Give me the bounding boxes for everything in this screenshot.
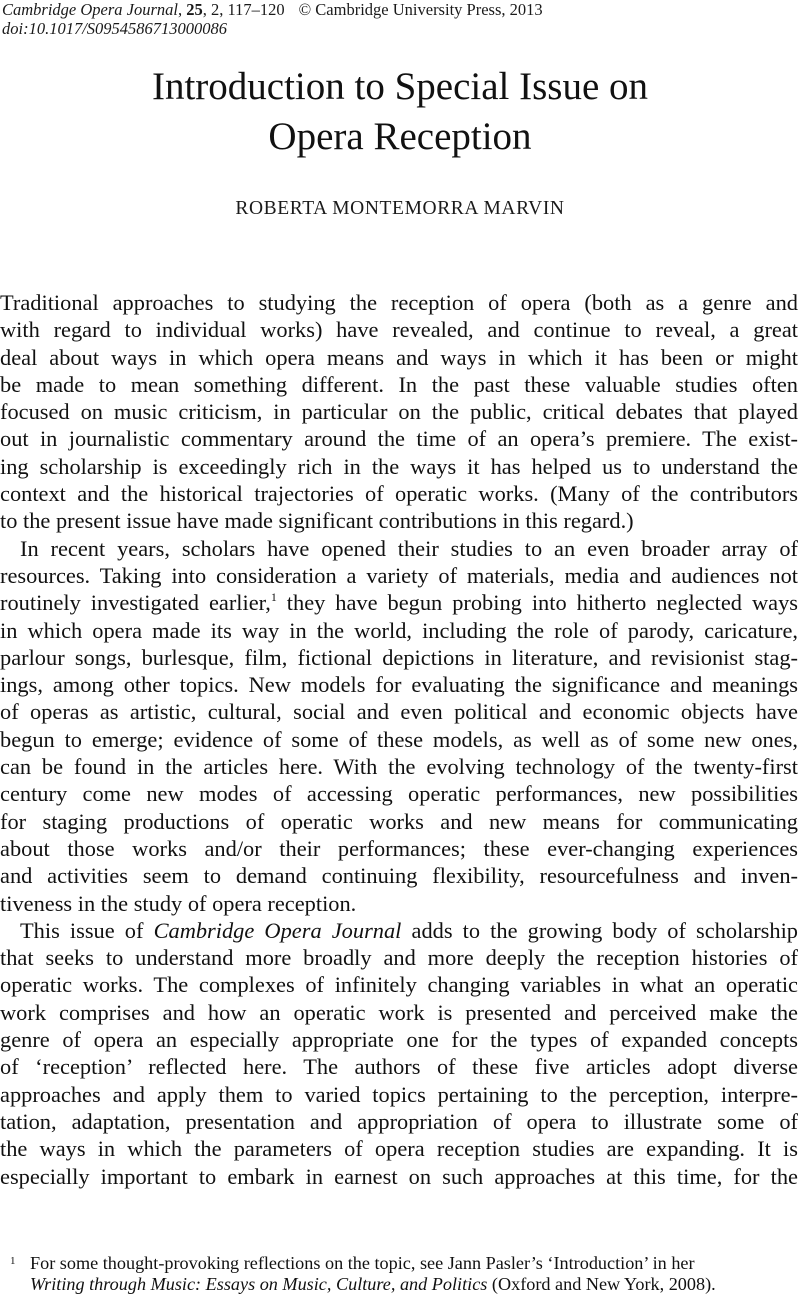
text-line xyxy=(0,589,798,616)
title-line-2: Opera Reception xyxy=(268,115,532,158)
text-line: and activities seem to demand continuing flexibility, resourcefulness and inven- xyxy=(0,863,798,889)
text-line: Traditional approaches to studying the reception of opera (both as a genre and xyxy=(0,290,798,315)
text-segment: adds to the growing body of scholarship xyxy=(401,917,798,943)
text-line: In recent years, scholars have opened their studies to an even broader array of xyxy=(20,535,798,561)
text-line: of operas as artistic, cultural, social and even political and economic objects have xyxy=(0,699,798,725)
text-line: can be found in the articles here. With the evolving technology of the twenty-first xyxy=(0,754,798,780)
author-name: ROBERTA MONTEMORRA MARVIN xyxy=(235,198,565,219)
footnotes xyxy=(0,1253,798,1295)
footnote-1 xyxy=(0,1253,798,1295)
text-line: especially important to embark in earnest on such approaches at this time, for the xyxy=(0,1163,798,1189)
doi[interactable]: doi:10.1017/S0954586713000086 xyxy=(2,19,228,38)
footnote-line xyxy=(30,1274,798,1295)
title-line-1: Introduction to Special Issue on xyxy=(151,65,649,108)
text-segment: they have begun probing into hitherto neglected ways xyxy=(276,590,798,616)
book-title-italic: Writing through Music: Essays on Music, Culture, and Politics xyxy=(30,1274,488,1294)
text-line: work comprises and how an operatic work is presented and perceived make the xyxy=(0,999,798,1025)
copyright: © Cambridge University Press, 2013 xyxy=(298,0,543,19)
text-line: out in journalistic commentary around the time of an opera’s premiere. The exist- xyxy=(0,426,798,452)
issue-pages: , 2, 117–120 xyxy=(202,0,285,19)
paragraph-1 xyxy=(0,289,798,535)
text-line: approaches and apply them to varied topics pertaining to the perception, interpre- xyxy=(0,1081,798,1107)
article-title xyxy=(0,62,800,162)
text-line: context and the historical trajectories of operatic works. (Many of the contributors xyxy=(0,481,798,507)
text-line: begun to emerge; evidence of some of these models, as well as of some new ones, xyxy=(0,726,798,752)
text-line: with regard to individual works) have revealed, and continue to reveal, a great xyxy=(0,317,798,343)
footnote-line: For some thought-provoking reflections on the topic, see Jann Pasler’s ‘Introduction’ in her xyxy=(30,1253,695,1273)
text-line: deal about ways in which opera means and ways in which it has been or might xyxy=(0,344,798,370)
text-line: tation, adaptation, presentation and appropriation of opera to illustrate some of xyxy=(0,1108,798,1134)
journal-name: Cambridge Opera Journal xyxy=(2,0,178,19)
running-head xyxy=(2,0,543,38)
text-line: about those works and/or their performances; these ever-changing experiences xyxy=(0,835,798,861)
text-line: ing scholarship is exceedingly rich in the ways it has helped us to understand the xyxy=(0,453,798,479)
citation-line: Cambridge Opera Journal, 25, 2, 117–120 © Cambridge University Press, 2013 xyxy=(2,0,543,19)
text-line: century come new modes of accessing operatic performances, new possibilities xyxy=(0,781,798,807)
journal-title-italic: Cambridge Opera Journal xyxy=(153,917,402,943)
text-line: operatic works. The complexes of infinitely changing variables in what an operatic xyxy=(0,972,798,998)
text-line: ings, among other topics. New models for evaluating the significance and meanings xyxy=(0,672,798,698)
text-line: that seeks to understand more broadly and more deeply the reception histories of xyxy=(0,945,798,971)
text-line: in which opera made its way in the world, including the role of parody, caricature, xyxy=(0,617,798,643)
text-line: of ‘reception’ reflected here. The authors of these five articles adopt diverse xyxy=(0,1054,798,1080)
paragraph-3 xyxy=(0,917,798,1190)
text-line: tiveness in the study of opera reception. xyxy=(0,890,357,916)
text-line: resources. Taking into consideration a variety of materials, media and audiences not xyxy=(0,562,798,588)
paragraph-2 xyxy=(0,535,798,917)
text-line: be made to mean something different. In the past these valuable studies often xyxy=(0,371,798,397)
text-line xyxy=(0,917,798,944)
text-segment: (Oxford and New York, 2008). xyxy=(487,1274,716,1294)
text-segment: routinely investigated earlier, xyxy=(0,590,271,616)
text-line: for staging productions of operatic works and new means for communicating xyxy=(0,808,798,834)
text-line: genre of opera an especially appropriate one for the types of expanded concepts xyxy=(0,1027,798,1053)
article-body xyxy=(0,289,798,1190)
text-segment: This issue of xyxy=(20,917,154,943)
volume-number: 25 xyxy=(186,0,203,19)
footnote-number: 1 xyxy=(10,1255,16,1267)
text-line: the ways in which the parameters of opera reception studies are expanding. It is xyxy=(0,1136,798,1162)
footnote-reference[interactable]: 1 xyxy=(270,590,277,605)
text-line: focused on music criticism, in particular on the public, critical debates that played xyxy=(0,399,798,425)
text-line: to the present issue have made significant contributions in this regard.) xyxy=(0,508,634,534)
text-line: parlour songs, burlesque, film, fictional depictions in literature, and revisionist stag- xyxy=(0,644,798,670)
